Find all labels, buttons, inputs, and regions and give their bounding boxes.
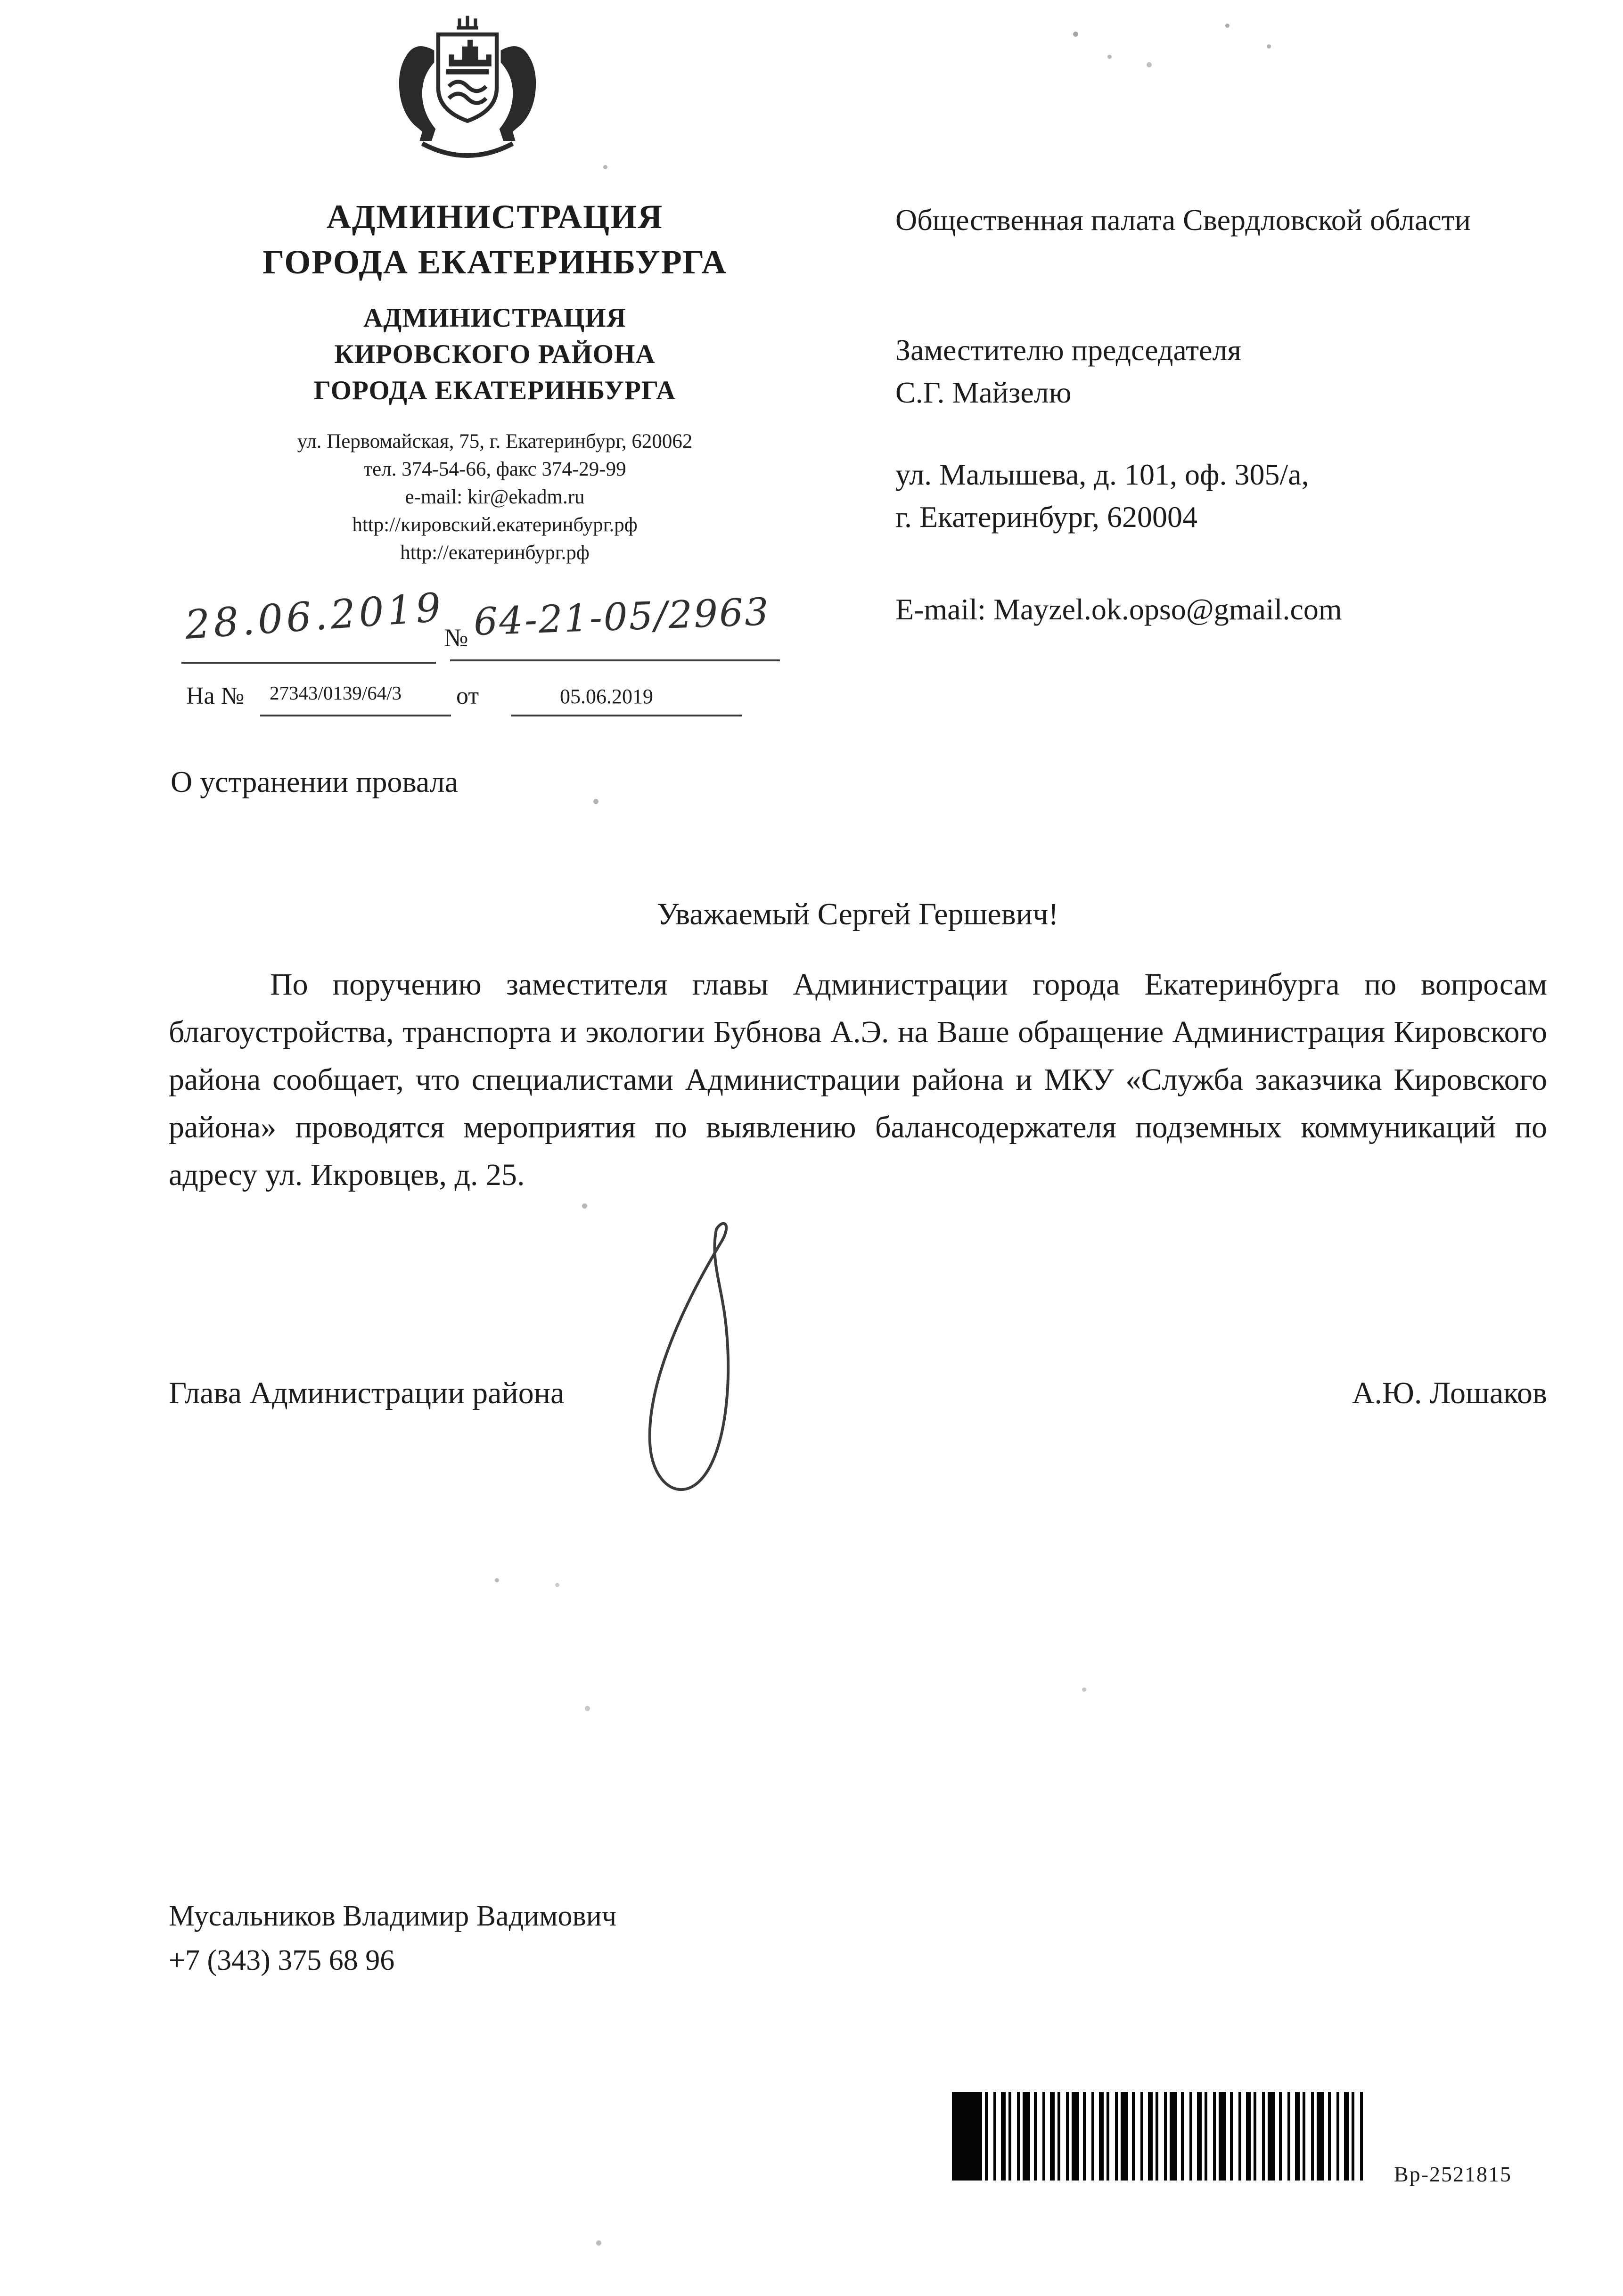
letter-body-paragraph: По поручению заместителя главы Администрации города Екатеринбурга по вопросам благоустройства, транспорта и экологии Бубнова А.Э. на Ваше обращение Администрация Кировского района сообщает, что специалистами Администрации района и МКУ «Служба заказчика Кировского района» проводятся мероприятия по выявлению балансодержателя подземных коммуникаций по адресу ул. Икровцев, д. 25. <box>169 967 1547 1192</box>
recipient-address-line: ул. Малышева, д. 101, оф. 305/а, <box>895 458 1309 491</box>
incoming-number-underline <box>260 715 451 716</box>
ribbon-icon <box>422 144 513 156</box>
org-website-city: http://екатеринбург.рф <box>400 542 590 564</box>
org-name <box>160 194 829 285</box>
org-contacts <box>160 428 829 567</box>
org-website-district: http://кировский.екатеринбург.рф <box>352 514 638 536</box>
coat-of-arms-emblem <box>387 13 548 178</box>
department-name-line: КИРОВСКОГО РАЙОНА <box>334 339 656 369</box>
signature-row <box>169 1375 1547 1411</box>
barcode-label: Вр-2521815 <box>1394 2162 1512 2186</box>
recipient-email: E-mail: Mayzel.ok.opso@gmail.com <box>895 593 1342 626</box>
incoming-reference-date: 05.06.2019 <box>560 685 653 708</box>
signer-position: Глава Администрации района <box>169 1376 565 1410</box>
department-name-line: АДМИНИСТРАЦИЯ <box>363 303 626 333</box>
scan-noise <box>0 0 2 2</box>
recipient-address <box>895 453 1555 538</box>
org-phone: тел. 374-54-66, факс 374-29-99 <box>363 458 626 480</box>
executor-phone: +7 (343) 375 68 96 <box>169 1944 395 1976</box>
recipient-name: С.Г. Майзелю <box>895 376 1072 409</box>
recipient-person <box>895 329 1522 414</box>
department-name-line: ГОРОДА ЕКАТЕРИНБУРГА <box>313 376 676 405</box>
from-label: от <box>456 683 479 709</box>
number-underline <box>450 659 780 661</box>
sable-supporter-icon <box>500 46 536 141</box>
signer-name: А.Ю. Лошаков <box>1352 1376 1547 1410</box>
recipient-organization: Общественная палата Свердловской области <box>895 203 1471 237</box>
org-postal-address: ул. Первомайская, 75, г. Екатеринбург, 620062 <box>297 430 693 453</box>
executor-name: Мусальников Владимир Вадимович <box>169 1900 617 1932</box>
incoming-reference-number: 27343/0139/64/3 <box>270 682 402 704</box>
outgoing-date-handwritten: 28.06.2019 <box>183 584 446 649</box>
letter-subject: О устранении провала <box>171 765 459 798</box>
executor-contact <box>169 1894 616 1983</box>
outgoing-number-handwritten: 64-21-05/2963 <box>473 590 771 644</box>
wavy-line-icon <box>449 82 486 91</box>
crown-icon <box>457 16 478 28</box>
barcode <box>952 2092 1364 2181</box>
salutation: Уважаемый Сергей Гершевич! <box>656 897 1059 931</box>
date-underline <box>181 662 436 664</box>
department-name <box>160 300 829 409</box>
letterhead <box>160 194 829 567</box>
org-name-line: АДМИНИСТРАЦИЯ <box>326 198 664 236</box>
bear-supporter-icon <box>399 46 435 141</box>
fortress-icon <box>449 40 491 66</box>
incoming-date-underline <box>511 715 742 716</box>
org-email: e-mail: kir@ekadm.ru <box>405 486 585 508</box>
number-sign: № <box>444 624 468 652</box>
org-name-line: ГОРОДА ЕКАТЕРИНБУРГА <box>262 243 727 281</box>
incoming-reference-label: На № <box>186 683 245 709</box>
recipient-position: Заместителю председателя <box>895 333 1241 367</box>
recipient-address-line: г. Екатеринбург, 620004 <box>895 500 1198 534</box>
